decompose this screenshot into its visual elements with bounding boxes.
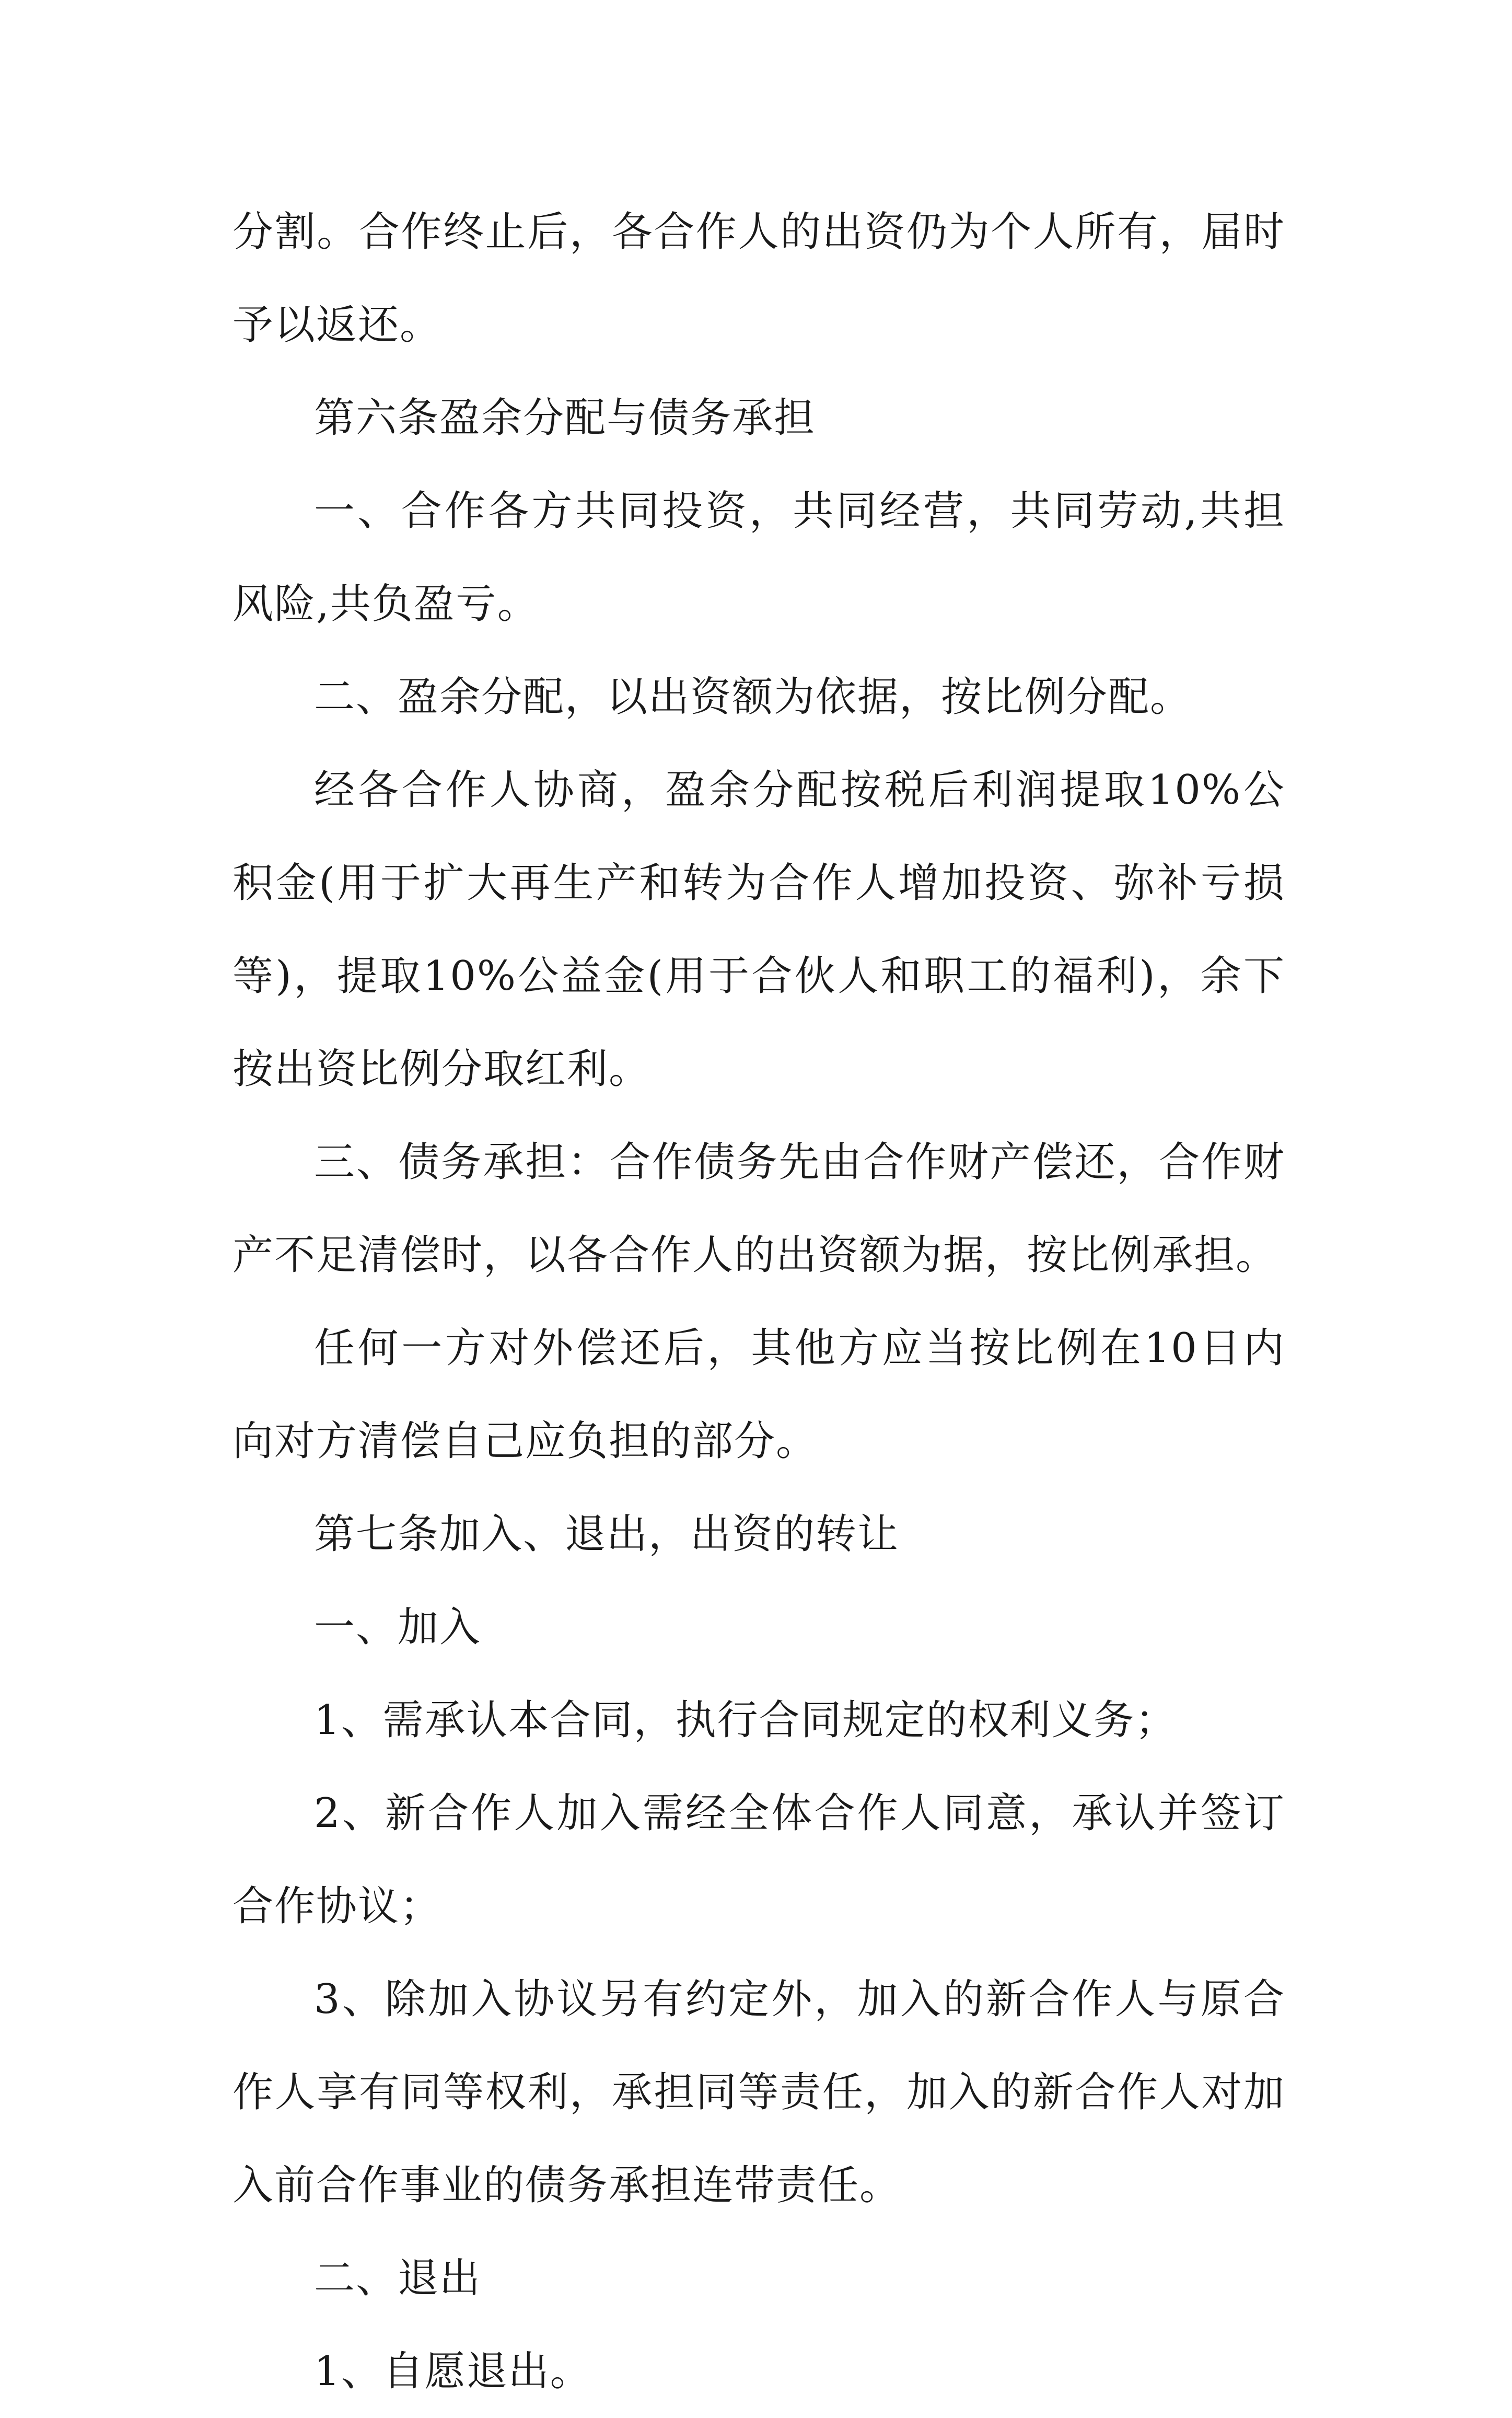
section-heading: 第七条加入、退出，出资的转让: [314, 1511, 900, 1558]
paragraph: 分割。合作终止后，各合作人的出资仍为个人所有，届时予以返还。: [232, 209, 1285, 349]
list-item: 3、除加入协议另有约定外，加入的新合作人与原合作人享有同等权利，承担同等责任，加入的新合作人对加入前合作事业的债务承担连带责任。: [232, 1976, 1285, 2209]
paragraph: 一、合作各方共同投资，共同经营，共同劳动,共担风险,共负盈亏。: [232, 488, 1285, 628]
subsection-heading: 一、加入: [314, 1604, 482, 1651]
subsection-heading: 二、退出: [314, 2255, 482, 2302]
list-item: 1、自愿退出。: [314, 2348, 592, 2395]
section-heading: 第六条盈余分配与债务承担: [314, 395, 816, 442]
list-item: 1、需承认本合同，执行合同规定的权利义务；: [314, 1697, 1177, 1744]
paragraph: 二、盈余分配，以出资额为依据，按比例分配。: [314, 674, 1192, 721]
paragraph: 三、债务承担：合作债务先由合作财产偿还，合作财产不足清偿时，以各合作人的出资额为据，按比例承担。: [232, 1139, 1285, 1279]
paragraph: 经各合作人协商，盈余分配按税后利润提取10%公积金(用于扩大再生产和转为合作人增加投资、弥补亏损等)，提取10%公益金(用于合伙人和职工的福利)，余下按出资比例分取红利。: [232, 767, 1285, 1093]
paragraph: 任何一方对外偿还后，其他方应当按比例在10日内向对方清偿自己应负担的部分。: [232, 1325, 1285, 1465]
document-body: [232, 186, 1285, 2418]
list-item: 2、新合作人加入需经全体合作人同意，承认并签订合作协议；: [232, 1790, 1285, 1930]
